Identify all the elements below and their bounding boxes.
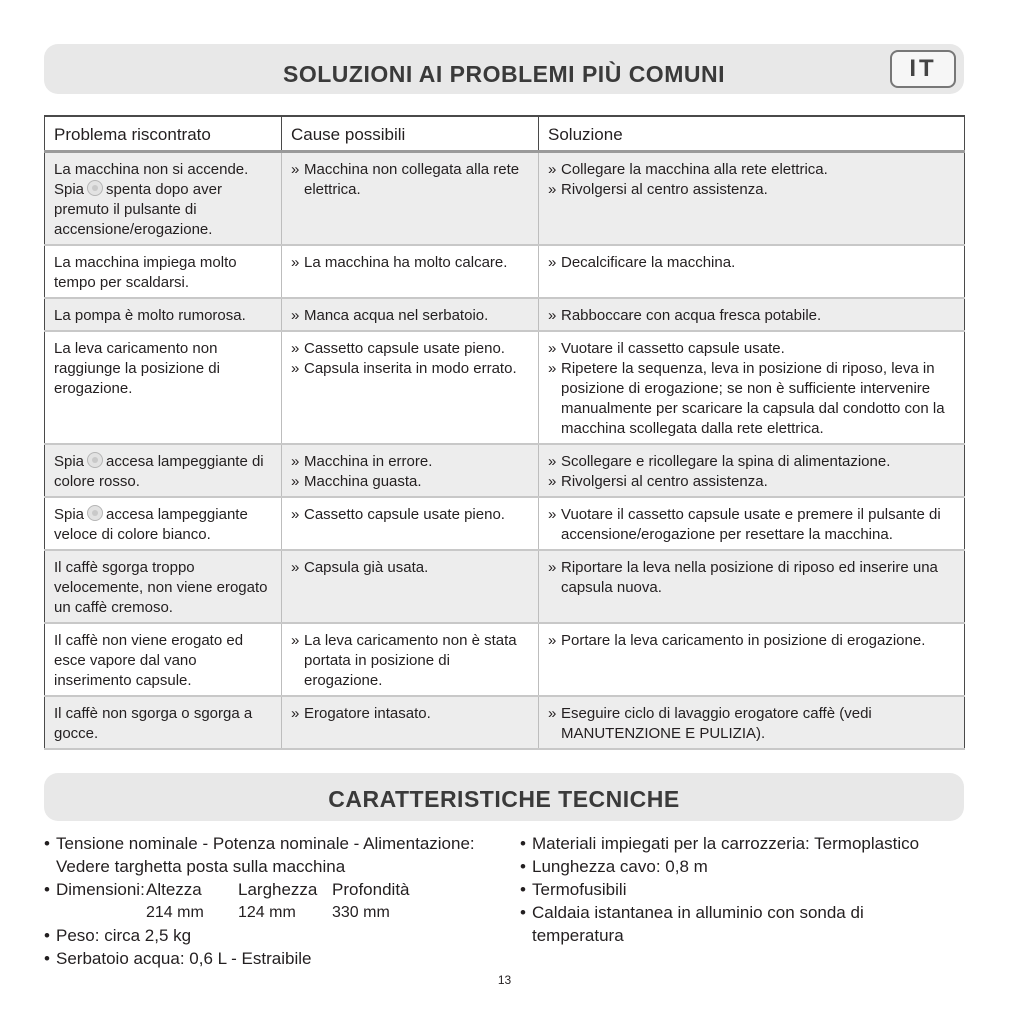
solution-cell: » Eseguire ciclo di lavaggio erogatore caffè (vedi MANUTENZIONE E PULIZIA). [539,696,965,749]
spec-text: Lunghezza cavo: 0,8 m [532,857,708,876]
page-title: SOLUZIONI AI PROBLEMI PIÙ COMUNI [283,61,725,87]
cause-item: Macchina guasta. [304,473,422,490]
solution-cell: » Decalcificare la macchina. [539,245,965,298]
cause-item: Capsula già usata. [304,559,429,576]
solution-cell: » Collegare la macchina alla rete elettrica. » Rivolgersi al centro assistenza. [539,152,965,246]
cause-item: Macchina non collegata alla rete elettrica. [304,161,520,198]
spec-text: 330 mm [332,904,390,921]
problem-cell [45,497,282,550]
problem-text: Spia [54,506,85,523]
cause-cell: » Erogatore intasato. [282,696,539,749]
list-item: • Tensione nominale - Potenza nominale - Alimentazione: Vedere targhetta posta sulla macchina [44,832,514,878]
page-number: 13 [497,973,512,987]
section-header [44,773,964,821]
solution-item: Portare la leva caricamento in posizione di erogazione. [561,632,926,649]
cause-cell: » Cassetto capsule usate pieno. » Capsula inserita in modo errato. [282,331,539,444]
list-item: • Caldaia istantanea in alluminio con sonda di temperatura [520,901,960,947]
table-row [45,245,965,298]
spec-text: Tensione nominale - Potenza nominale - Alimentazione: Vedere targhetta posta sulla macchina [56,834,475,876]
spec-text: Dimensioni: [56,880,145,899]
indicator-light-icon [87,505,103,521]
list-item: • Termofusibili [520,880,627,899]
cause-item: Erogatore intasato. [304,705,431,722]
cause-item: Capsula inserita in modo errato. [304,360,517,377]
list-item: • Serbatoio acqua: 0,6 L - Estraibile [44,949,312,968]
table-header-row [45,116,965,152]
cause-item: Cassetto capsule usate pieno. [304,340,505,357]
solution-item: Vuotare il cassetto capsule usate. [561,340,785,357]
section-header [44,44,964,94]
solution-item: Decalcificare la macchina. [561,254,736,271]
problem-text: spenta dopo aver premuto il pulsante di accensione/erogazione. [54,181,222,238]
spec-text: Profondità [332,880,410,899]
table-row [45,298,965,331]
language-badge: IT [890,50,956,88]
table-row [45,623,965,696]
problem-cell: La pompa è molto rumorosa. [45,298,282,331]
cause-item: Macchina in errore. [304,453,433,470]
solution-item: Rivolgersi al centro assistenza. [561,473,768,490]
problem-text: accesa lampeggiante di colore rosso. [54,453,264,490]
troubleshooting-table [44,115,965,750]
problem-cell: Il caffè non sgorga o sgorga a gocce. [45,696,282,749]
problem-text: Spia [54,453,85,470]
spec-text: Altezza [146,880,202,899]
solution-item: Collegare la macchina alla rete elettrica. [561,161,828,178]
spec-text: Caldaia istantanea in alluminio con sonda di temperatura [532,903,864,945]
column-header-problem: Problema riscontrato [45,116,282,152]
solution-item: Rabboccare con acqua fresca potabile. [561,307,822,324]
cause-item: La leva caricamento non è stata portata in posizione di erogazione. [304,632,517,689]
problem-text: accesa lampeggiante veloce di colore bianco. [54,506,248,543]
cause-cell: » Manca acqua nel serbatoio. [282,298,539,331]
list-item: • Peso: circa 2,5 kg [44,926,192,945]
dimensions-block [56,878,410,924]
solution-item: Scollegare e ricollegare la spina di alimentazione. [561,453,891,470]
spec-text: Serbatoio acqua: 0,6 L - Estraibile [56,949,312,968]
specs-title: CARATTERISTICHE TECNICHE [328,786,680,812]
solution-item: Rivolgersi al centro assistenza. [561,181,768,198]
problem-cell: La macchina impiega molto tempo per scaldarsi. [45,245,282,298]
problem-cell [45,444,282,497]
problem-cell [45,152,282,246]
spec-text: 124 mm [238,904,296,921]
cause-cell: » La leva caricamento non è stata portata in posizione di erogazione. [282,623,539,696]
problem-cell: Il caffè sgorga troppo velocemente, non viene erogato un caffè cremoso. [45,550,282,623]
list-item: • Dimensioni: Altezza Larghezza Profondità 214 mm 124 mm 330 mm [44,878,514,924]
indicator-light-icon [87,180,103,196]
spec-text: Termofusibili [532,880,627,899]
solution-cell: » Scollegare e ricollegare la spina di alimentazione. » Rivolgersi al centro assistenza. [539,444,965,497]
spec-text: 214 mm [146,904,204,921]
problem-cell: Il caffè non viene erogato ed esce vapore dal vano inserimento capsule. [45,623,282,696]
table-row [45,444,965,497]
column-header-causes: Cause possibili [282,116,539,152]
solution-cell: » Portare la leva caricamento in posizione di erogazione. [539,623,965,696]
solution-item: Riportare la leva nella posizione di riposo ed inserire una capsula nuova. [561,559,938,596]
problem-text: La macchina non si accende. Spia [54,161,249,198]
spec-text: Materiali impiegati per la carrozzeria: Termoplastico [532,834,920,853]
solution-item: Vuotare il cassetto capsule usate e premere il pulsante di accensione/erogazione per resettare la macchina. [561,506,941,543]
spec-text: Larghezza [238,880,318,899]
solution-cell: » Vuotare il cassetto capsule usate. » Ripetere la sequenza, leva in posizione di riposo, leva in posizione di erogazione; se non è sufficiente intervenire manualmente per scaricare la capsula dal condotto con la macchina scollegata dalla rete elettrica. [539,331,965,444]
solution-item: Eseguire ciclo di lavaggio erogatore caffè (vedi MANUTENZIONE E PULIZIA). [561,705,872,742]
table-row [45,696,965,749]
cause-item: La macchina ha molto calcare. [304,254,508,271]
cause-cell: » Macchina in errore. » Macchina guasta. [282,444,539,497]
spec-text: Peso: circa 2,5 kg [56,926,192,945]
list-item: • Materiali impiegati per la carrozzeria: Termoplastico [520,834,920,853]
specs-list-right [520,832,960,947]
column-header-solution: Soluzione [539,116,965,152]
table-row [45,550,965,623]
table-row [45,152,965,246]
specs-list-left [44,832,514,970]
table-row [45,497,965,550]
cause-item: Cassetto capsule usate pieno. [304,506,505,523]
solution-item: Ripetere la sequenza, leva in posizione di riposo, leva in posizione di erogazione; se non è sufficiente intervenire manualmente per scaricare la capsula dal condotto con la macchina scollegata dalla rete elettrica. [561,360,945,437]
problem-cell: La leva caricamento non raggiunge la posizione di erogazione. [45,331,282,444]
cause-cell: » La macchina ha molto calcare. [282,245,539,298]
cause-cell: » Capsula già usata. [282,550,539,623]
list-item: • Lunghezza cavo: 0,8 m [520,857,708,876]
solution-cell: » Vuotare il cassetto capsule usate e premere il pulsante di accensione/erogazione per resettare la macchina. [539,497,965,550]
cause-cell: » Macchina non collegata alla rete elettrica. [282,152,539,246]
cause-cell: » Cassetto capsule usate pieno. [282,497,539,550]
cause-item: Manca acqua nel serbatoio. [304,307,489,324]
table-row [45,331,965,444]
solution-cell: » Rabboccare con acqua fresca potabile. [539,298,965,331]
solution-cell: » Riportare la leva nella posizione di riposo ed inserire una capsula nuova. [539,550,965,623]
indicator-light-icon [87,452,103,468]
